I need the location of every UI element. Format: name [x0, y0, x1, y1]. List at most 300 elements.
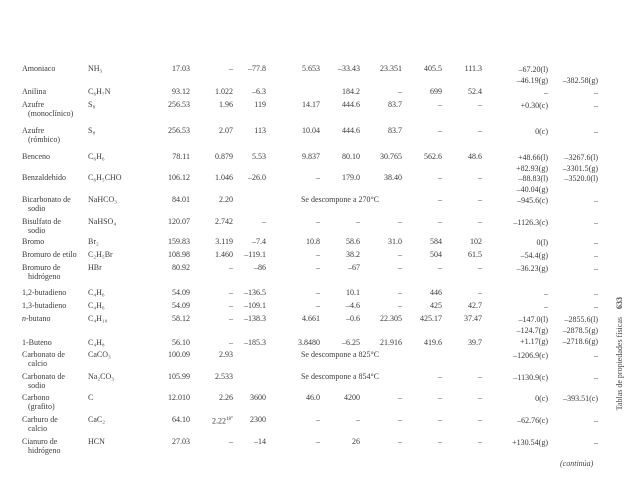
cell-mw: 84.01 — [172, 195, 190, 204]
cell-sg: 1.022 — [215, 87, 233, 96]
cell-dhc-value: – — [594, 101, 598, 110]
cell-dhc — [552, 237, 598, 248]
cell-tc: – — [438, 126, 442, 135]
cell-pc: – — [478, 437, 482, 446]
substance-name-line: Amoniaco — [22, 64, 56, 73]
cell-formula: C₄H₈ — [88, 338, 105, 347]
cell-tc: 562.6 — [424, 152, 442, 161]
cell-mw: 56.10 — [172, 338, 190, 347]
decomposition-note: Se descompone a 825°C — [300, 350, 380, 359]
cell-mp: 3600 — [250, 393, 266, 402]
cell-dhc-value: – — [594, 438, 598, 447]
cell-dhc-value: – — [594, 302, 598, 311]
cell-tc: 419.6 — [424, 338, 442, 347]
cell-pc: – — [478, 100, 482, 109]
cell-pc: 42.7 — [468, 301, 482, 310]
cell-bp: 4200 — [344, 393, 360, 402]
substance-name — [22, 338, 92, 347]
cell-mp: 119 — [254, 100, 266, 109]
cell-tc: 425 — [430, 301, 442, 310]
substance-name-line: Bisulfato de — [22, 217, 61, 226]
cell-bp: –0.6 — [346, 314, 360, 323]
cell-dhf0-value: –54.4(g) — [520, 251, 548, 260]
cell-dhf0-value: 0(l) — [536, 238, 548, 247]
cell-dhv: – — [398, 250, 402, 259]
cell-dhf0-value: –36.23(g) — [516, 264, 548, 273]
cell-formula: C₄H₁₀ — [88, 314, 108, 323]
cell-bp: 444.6 — [342, 100, 360, 109]
cell-dhv: 31.0 — [388, 237, 402, 246]
cell-mw: 12.010 — [168, 393, 190, 402]
cell-sg: 2.533 — [215, 372, 233, 381]
substance-name — [22, 263, 92, 281]
cell-sg: 2.07 — [219, 126, 233, 135]
cell-pc: 48.6 — [468, 152, 482, 161]
cell-sg: 1.96 — [219, 100, 233, 109]
cell-dhf0-value: –1130.9(c) — [513, 373, 548, 382]
cell-dhv: – — [398, 288, 402, 297]
substance-name-continuation: calcio — [28, 359, 48, 368]
cell-dhc — [552, 217, 598, 228]
cell-dhc — [552, 437, 598, 448]
cell-dhf0-value: +0.30(c) — [520, 101, 548, 110]
cell-tc: – — [438, 217, 442, 226]
cell-dhf: – — [316, 250, 320, 259]
cell-dhv: 22.305 — [380, 314, 402, 323]
cell-pc: 39.7 — [468, 338, 482, 347]
substance-name — [22, 437, 92, 455]
cell-bp: –4.6 — [346, 301, 360, 310]
cell-formula: C₆H₇N — [88, 87, 111, 96]
cell-dhv: 23.351 — [380, 64, 402, 73]
cell-mw: 93.12 — [172, 87, 190, 96]
cell-dhf0-value: – — [544, 289, 548, 298]
cell-dhv: 30.765 — [380, 152, 402, 161]
cell-dhc — [552, 87, 598, 98]
cell-dhc — [552, 263, 598, 274]
substance-name — [22, 415, 92, 433]
cell-sg: 3.119 — [215, 237, 233, 246]
cell-formula: Br₂ — [88, 237, 99, 246]
cell-dhc-value: – — [594, 218, 598, 227]
cell-pc: 102 — [470, 237, 482, 246]
cell-bp: 38.2 — [346, 250, 360, 259]
cell-dhc — [552, 314, 598, 347]
substance-name — [22, 314, 92, 323]
cell-dhv: 38.40 — [384, 173, 402, 182]
cell-tc: 504 — [430, 250, 442, 259]
substance-name-line: Carbonato de — [22, 372, 65, 381]
cell-sg: 1.046 — [215, 173, 233, 182]
substance-name-line: Cianuro de — [22, 437, 58, 446]
substance-name — [22, 350, 92, 368]
cell-formula: CaCO₃ — [88, 350, 111, 359]
cell-mw: 64.10 — [172, 415, 190, 424]
cell-mp: –86 — [254, 263, 266, 272]
cell-dhc — [552, 288, 598, 299]
cell-dhf0 — [490, 152, 548, 174]
cell-formula: HBr — [88, 263, 102, 272]
cell-tc: – — [438, 372, 442, 381]
cell-mp: –7.4 — [252, 237, 266, 246]
substance-name — [22, 217, 92, 235]
substance-name-line: 1,3-butadieno — [22, 301, 67, 310]
cell-sg: 2.26 — [219, 393, 233, 402]
cell-dhv: – — [398, 437, 402, 446]
cell-mp: –26.0 — [248, 173, 266, 182]
substance-name-line: Carbono — [22, 393, 50, 402]
cell-mw: 100.09 — [168, 350, 190, 359]
substance-name-line: 1-Buteno — [22, 338, 52, 347]
cell-mw: 80.92 — [172, 263, 190, 272]
cell-mp: – — [262, 217, 266, 226]
cell-dhf0 — [490, 87, 548, 98]
cell-dhf0-value: – — [544, 88, 548, 97]
substance-name-line: Benzaldehído — [22, 173, 66, 182]
cell-dhv: – — [398, 87, 402, 96]
cell-dhf0-value: +130.54(g) — [512, 438, 548, 447]
running-head — [612, 297, 628, 490]
cell-mw: 54.09 — [172, 288, 190, 297]
substance-name — [22, 64, 92, 73]
cell-bp: – — [356, 415, 360, 424]
cell-dhf0 — [490, 393, 548, 404]
cell-dhf0-value: – — [544, 302, 548, 311]
cell-dhf0-value: 0(c) — [535, 394, 548, 403]
cell-dhf0-value: –1126.3(c) — [513, 218, 548, 227]
cell-mp: –119.1 — [244, 250, 266, 259]
cell-mw: 256.53 — [168, 100, 190, 109]
cell-mw: 54.09 — [172, 301, 190, 310]
cell-sg: – — [229, 288, 233, 297]
cell-dhv: – — [398, 415, 402, 424]
cell-dhc — [552, 173, 598, 184]
cell-mp: –136.5 — [244, 288, 266, 297]
substance-name-line: Bromuro de etilo — [22, 250, 77, 259]
substance-name-continuation: (monoclínico) — [28, 109, 74, 118]
cell-dhf0 — [490, 415, 548, 426]
substance-name — [22, 393, 92, 411]
cell-tc: – — [438, 100, 442, 109]
cell-dhf: – — [316, 263, 320, 272]
cell-dhf0 — [490, 372, 548, 383]
cell-sg: – — [229, 301, 233, 310]
substance-name — [22, 173, 92, 182]
cell-dhc-value: –382.58(g) — [562, 76, 598, 85]
substance-name-line: Carbonato de — [22, 350, 65, 359]
cell-dhf: 10.04 — [302, 126, 320, 135]
cell-dhc-value: – — [594, 264, 598, 273]
substance-name — [22, 126, 92, 144]
cell-tc: 425.17 — [420, 314, 442, 323]
cell-formula: NaHCO₃ — [88, 195, 118, 204]
cell-dhf0-value: +82.93(g) — [516, 164, 548, 173]
cell-dhf: – — [316, 217, 320, 226]
cell-dhc-value: –3267.6(l) — [564, 153, 598, 162]
cell-dhc — [552, 350, 598, 361]
substance-name-line: Carburo de — [22, 415, 58, 424]
cell-pc: – — [478, 372, 482, 381]
cell-dhc — [552, 372, 598, 383]
cell-sg: $2.22^{18^\circ}$ — [212, 416, 233, 426]
cell-sg: – — [229, 263, 233, 272]
cell-dhf: 10.8 — [306, 237, 320, 246]
cell-dhf0-value: –945.6(c) — [517, 196, 548, 205]
cell-dhc — [552, 195, 598, 206]
cell-bp: –67 — [348, 263, 360, 272]
cell-dhc-value: – — [594, 88, 598, 97]
cell-dhc — [552, 415, 598, 426]
cell-pc: – — [478, 173, 482, 182]
cell-dhc-value: – — [594, 238, 598, 247]
substance-name-continuation: (rómbico) — [28, 135, 60, 144]
cell-dhf0-value: –40.04(g) — [516, 185, 548, 194]
cell-mw: 105.99 — [168, 372, 190, 381]
substance-name — [22, 152, 92, 161]
cell-pc: 52.4 — [468, 87, 482, 96]
cell-dhf0-value: +1.17(g) — [520, 337, 548, 346]
cell-tc: – — [438, 195, 442, 204]
cell-dhf0 — [490, 288, 548, 299]
cell-dhv: – — [398, 393, 402, 402]
cell-tc: – — [438, 415, 442, 424]
cell-dhf: – — [316, 437, 320, 446]
cell-tc: – — [438, 263, 442, 272]
substance-name — [22, 237, 92, 246]
cell-tc: 446 — [430, 288, 442, 297]
cell-pc: 61.5 — [468, 250, 482, 259]
cell-dhf0 — [490, 301, 548, 312]
substance-name — [22, 87, 92, 96]
substance-name-continuation: hidrógeno — [28, 446, 61, 455]
cell-sg: – — [229, 314, 233, 323]
cell-formula: S₈ — [88, 126, 96, 135]
cell-pc: 111.3 — [464, 64, 482, 73]
cell-dhf: 3.8480 — [298, 338, 320, 347]
cell-sg-superscript: 18° — [226, 417, 233, 422]
substance-name-continuation: sodio — [28, 204, 46, 213]
substance-name — [22, 301, 92, 310]
cell-dhf0 — [490, 217, 548, 228]
substance-name-line: Bicarbonato de — [22, 195, 71, 204]
substance-name-line: Bromo — [22, 237, 45, 246]
cell-mw: 106.12 — [168, 173, 190, 182]
cell-dhc-value: –3301.5(g) — [562, 164, 598, 173]
cell-formula: C₆H₆ — [88, 152, 105, 161]
substance-name-line: Azufre — [22, 126, 45, 135]
cell-sg: 2.742 — [215, 217, 233, 226]
cell-dhc-value: – — [594, 251, 598, 260]
cell-dhf0 — [490, 250, 548, 261]
substance-name — [22, 250, 92, 259]
running-head-title: Tablas de propiedades físicas — [615, 317, 624, 411]
cell-dhv: – — [398, 263, 402, 272]
substance-name-continuation: sodio — [28, 226, 46, 235]
cell-dhf: 9.837 — [302, 152, 320, 161]
substance-name — [22, 100, 92, 118]
cell-mw: 120.07 — [168, 217, 190, 226]
substance-name-line: n-butano — [22, 314, 51, 323]
cell-sg: – — [229, 64, 233, 73]
decomposition-note: Se descompone a 854°C — [300, 372, 380, 381]
cell-dhf0-value: –46.19(g) — [516, 76, 548, 85]
cell-dhc-value: – — [594, 373, 598, 382]
cell-dhf0 — [490, 437, 548, 448]
cell-dhc — [552, 250, 598, 261]
cell-mp: 5.53 — [252, 152, 266, 161]
substance-name-line: Azufre — [22, 100, 45, 109]
cell-sg: – — [229, 437, 233, 446]
cell-dhf0-value: –62.76(c) — [517, 416, 548, 425]
cell-sg: – — [229, 338, 233, 347]
cell-dhv: 21.916 — [380, 338, 402, 347]
cell-bp: 80.10 — [342, 152, 360, 161]
cell-dhf: – — [316, 173, 320, 182]
cell-dhf0-value: –1206.9(c) — [513, 351, 548, 360]
cell-formula: C₂H₅Br — [88, 250, 113, 259]
cell-pc: 37.47 — [464, 314, 482, 323]
cell-mw: 159.83 — [168, 237, 190, 246]
cell-sg: 2.93 — [219, 350, 233, 359]
cell-bp: – — [356, 217, 360, 226]
cell-dhf0 — [490, 350, 548, 361]
cell-dhf0-value: –147.0(l) — [518, 315, 548, 324]
cell-dhf: – — [316, 301, 320, 310]
cell-dhf: – — [316, 288, 320, 297]
cell-mp: 113 — [254, 126, 266, 135]
cell-mw: 256.53 — [168, 126, 190, 135]
cell-pc: – — [478, 393, 482, 402]
cell-mp: –109.1 — [244, 301, 266, 310]
continued-note: (continúa) — [560, 459, 594, 468]
cell-bp: –6.25 — [342, 338, 360, 347]
cell-dhc — [552, 75, 598, 86]
cell-formula: C — [88, 393, 94, 402]
cell-dhc-value: –2718.6(g) — [562, 337, 598, 346]
cell-dhc — [552, 393, 598, 404]
cell-dhc-value: – — [594, 196, 598, 205]
cell-dhf0 — [490, 195, 548, 206]
cell-pc: – — [478, 288, 482, 297]
substance-name-line: Bromuro de — [22, 263, 61, 272]
cell-dhc-value: –2878.5(g) — [562, 326, 598, 335]
cell-dhf0 — [490, 263, 548, 274]
cell-bp: 184.2 — [342, 87, 360, 96]
cell-dhc-value: – — [594, 289, 598, 298]
substance-name-line: Anilina — [22, 87, 46, 96]
cell-mw: 17.03 — [172, 64, 190, 73]
cell-dhv: 83.7 — [388, 126, 402, 135]
cell-mp: –138.3 — [244, 314, 266, 323]
cell-dhc-value: –3520.0(l) — [564, 174, 598, 183]
cell-dhf0-value: –124.7(g) — [516, 326, 548, 335]
page-number: 633 — [615, 297, 624, 309]
cell-pc: – — [478, 217, 482, 226]
cell-dhc-value: – — [594, 351, 598, 360]
cell-formula: C₄H₆ — [88, 301, 105, 310]
cell-bp: 179.0 — [342, 173, 360, 182]
cell-dhc-value: –2855.6(l) — [564, 315, 598, 324]
cell-dhf: 5.653 — [302, 64, 320, 73]
cell-dhc-value: – — [594, 127, 598, 136]
cell-dhc — [552, 152, 598, 174]
cell-formula: NH₃ — [88, 64, 103, 73]
cell-dhf: 4.661 — [302, 314, 320, 323]
cell-formula: S₈ — [88, 100, 96, 109]
cell-formula: CaC₂ — [88, 415, 106, 424]
cell-mp: –77.8 — [248, 64, 266, 73]
substance-name-line: 1,2-butadieno — [22, 288, 67, 297]
cell-bp: –33.43 — [338, 64, 360, 73]
cell-dhf0 — [490, 173, 548, 195]
cell-dhc-value: –393.51(c) — [563, 394, 598, 403]
cell-pc: – — [478, 195, 482, 204]
cell-mp: –14 — [254, 437, 266, 446]
substance-name — [22, 288, 92, 297]
cell-dhv: – — [398, 301, 402, 310]
cell-mp: –185.3 — [244, 338, 266, 347]
cell-dhf0-value: –88.83(l) — [518, 174, 548, 183]
cell-pc: – — [478, 415, 482, 424]
cell-formula: NaHSO₄ — [88, 217, 117, 226]
cell-tc: 699 — [430, 87, 442, 96]
substance-name — [22, 195, 92, 213]
cell-tc: – — [438, 173, 442, 182]
cell-bp: 444.6 — [342, 126, 360, 135]
cell-dhf0 — [490, 126, 548, 137]
cell-formula: C₄H₆ — [88, 288, 105, 297]
substance-name — [22, 372, 92, 390]
cell-mw: 27.03 — [172, 437, 190, 446]
cell-bp: 58.6 — [346, 237, 360, 246]
cell-bp: 26 — [352, 437, 360, 446]
cell-dhc — [552, 100, 598, 111]
substance-name-line: Benceno — [22, 152, 50, 161]
cell-tc: – — [438, 437, 442, 446]
cell-mp: 2300 — [250, 415, 266, 424]
cell-tc: – — [438, 393, 442, 402]
cell-pc: – — [478, 263, 482, 272]
cell-dhf0-value: –67.20(l) — [518, 65, 548, 74]
cell-dhf0-value: +48.66(l) — [517, 153, 548, 162]
decomposition-note: Se descompone a 270°C — [300, 195, 380, 204]
substance-name-continuation: hidrógeno — [28, 272, 61, 281]
cell-mp: –6.3 — [252, 87, 266, 96]
substance-name-continuation: sodio — [28, 381, 46, 390]
cell-dhf0 — [490, 237, 548, 248]
cell-sg: 2.20 — [219, 195, 233, 204]
cell-dhc-value: – — [594, 416, 598, 425]
cell-mw: 108.98 — [168, 250, 190, 259]
cell-formula: HCN — [88, 437, 105, 446]
cell-dhc — [552, 301, 598, 312]
cell-dhv: – — [398, 217, 402, 226]
cell-dhc — [552, 126, 598, 137]
cell-dhf0 — [490, 100, 548, 111]
cell-tc: 405.5 — [424, 64, 442, 73]
cell-dhf: – — [316, 415, 320, 424]
cell-sg: 0.879 — [215, 152, 233, 161]
cell-dhf: 14.17 — [302, 100, 320, 109]
cell-mw: 78.11 — [172, 152, 190, 161]
cell-dhv: 83.7 — [388, 100, 402, 109]
cell-tc: 584 — [430, 237, 442, 246]
cell-formula: Na₂CO₃ — [88, 372, 115, 381]
cell-bp: 10.1 — [346, 288, 360, 297]
cell-sg: 1.460 — [215, 250, 233, 259]
cell-dhf0 — [490, 314, 548, 347]
substance-name-continuation: (grafito) — [28, 402, 55, 411]
